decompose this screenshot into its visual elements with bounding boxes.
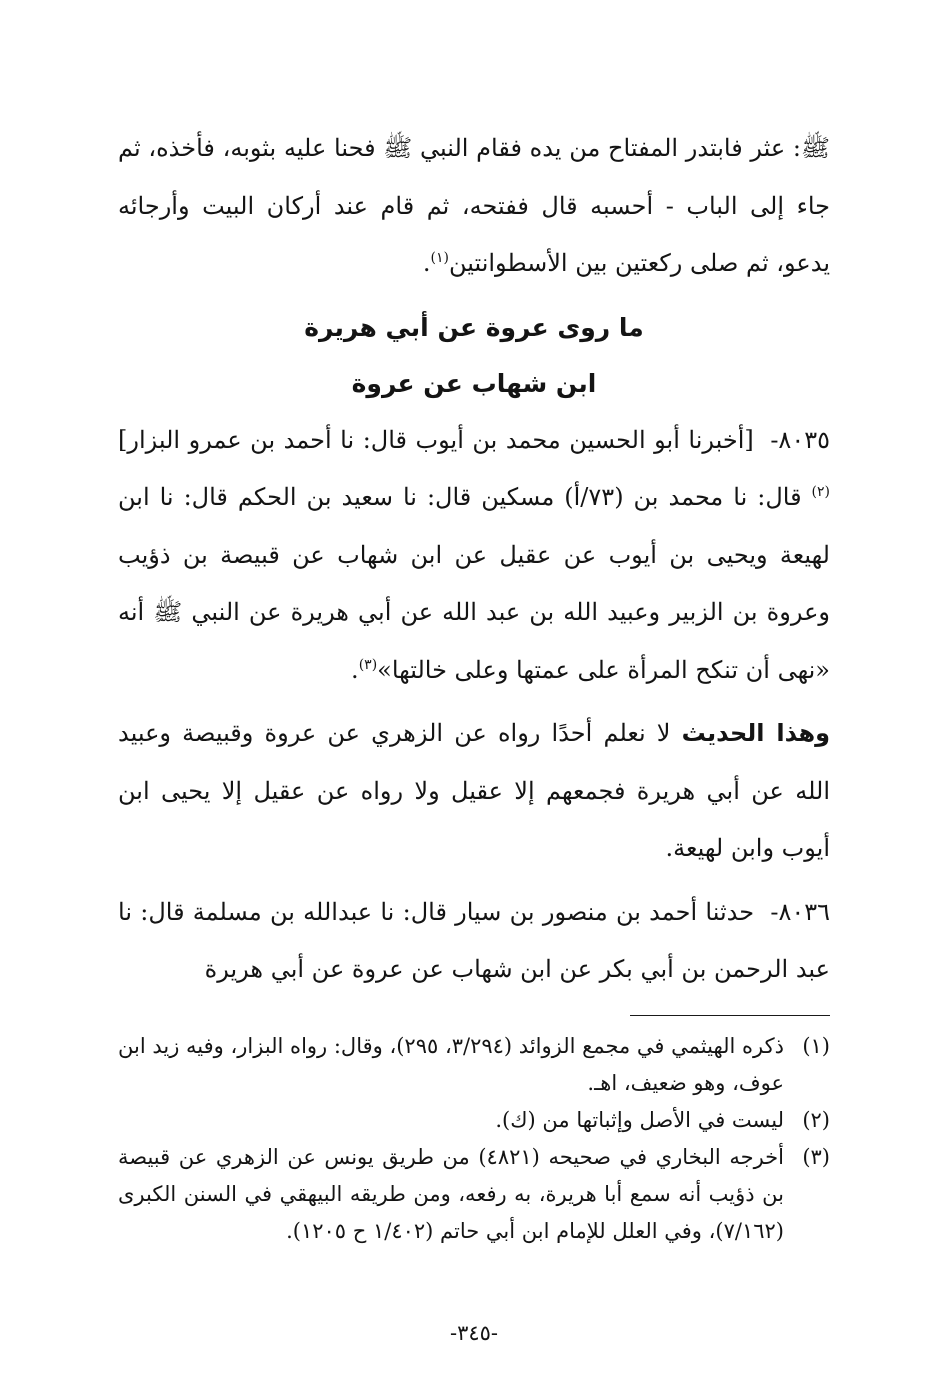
footnote-2 xyxy=(118,1102,830,1139)
hadith-number: ٨٠٣٥- xyxy=(770,425,830,454)
footnote-ref-2: (٢) xyxy=(811,484,831,500)
hadith-text-part-b: قال: نا محمد بن (٧٣/أ) مسكين قال: نا سعيد بن الحكم قال: نا ابن لهيعة ويحيى بن أيوب عن عقيل عن ابن شهاب عن قبيصة بن ذؤيب وعروة بن الزبير وعبيد الله بن عبد الله عن أبي هريرة عن النبي ﷺ أنه «نهى أن تنكح المرأة على عمتها وعلى خالتها» xyxy=(118,483,830,684)
subsection-heading: ابن شهاب عن عروة xyxy=(351,368,597,398)
hadith-text: حدثنا أحمد بن منصور بن سيار قال: نا عبدالله بن مسلمة قال: نا عبد الرحمن بن أبي بكر عن ابن شهاب عن عروة عن أبي هريرة xyxy=(118,897,830,983)
footnote-text: ذكره الهيثمي في مجمع الزوائد (٣/٢٩٤، ٢٩٥)، وقال: رواه البزار، وفيه زيد ابن عوف، وهو ضعيف، اهـ. xyxy=(118,1033,784,1095)
paragraph-end-mark: . xyxy=(422,249,431,277)
continued-paragraph xyxy=(118,120,830,293)
hadith-end-mark: . xyxy=(351,655,359,684)
book-page xyxy=(118,120,831,1345)
footnote-1 xyxy=(118,1028,830,1102)
footnote-text: ليست في الأصل وإثباتها من (ك). xyxy=(495,1107,784,1132)
footnote-number: (٣) xyxy=(802,1144,830,1169)
commentary-text: لا نعلم أحدًا رواه عن الزهري عن عروة وقبيصة وعبيد الله عن أبي هريرة فجمعهم إلا عقيل ولا رواه عن عقيل إلا يحيى ابن أيوب وابن لهيعة. xyxy=(118,719,830,862)
hadith-8036 xyxy=(118,884,830,999)
hadith-text-part-a: [أخبرنا أبو الحسين محمد بن أيوب قال: نا أحمد بن عمرو البزار] xyxy=(118,425,754,454)
footnote-divider xyxy=(630,1015,830,1016)
footnote-text: أخرجه البخاري في صحيحه (٤٨٢١) من طريق يونس عن الزهري عن قبيصة بن ذؤيب أنه سمع أبا هريرة، به رفعه، ومن طريقه البيهقي في السنن الكبرى (٧/١٦٢)، وفي العلل للإمام ابن أبي حاتم (١/٤٠٢ ح ١٢٠٥). xyxy=(118,1144,784,1243)
footnotes xyxy=(118,1028,830,1250)
footnote-ref-1: (١) xyxy=(430,250,449,266)
hadith-number: ٨٠٣٦- xyxy=(770,897,830,926)
footnote-number: (٢) xyxy=(802,1107,830,1132)
commentary-paragraph xyxy=(118,705,830,878)
page-number: -٣٤٥- xyxy=(449,1321,499,1345)
footnote-3 xyxy=(118,1139,830,1250)
footnote-number: (١) xyxy=(802,1033,830,1058)
continued-paragraph-text: ﷺ: عثر فابتدر المفتاح من يده فقام النبي ﷺ فحنا عليه بثوبه، فأخذه، ثم جاء إلى الباب - أحسبه قال ففتحه، ثم قام عند أركان البيت وأرجائه يدعو، ثم صلى ركعتين بين الأسطوانتين xyxy=(118,134,830,277)
commentary-lead: وهذا الحديث xyxy=(681,719,831,747)
footnote-ref-3: (٣) xyxy=(358,656,378,673)
hadith-8035 xyxy=(118,412,830,700)
section-heading: ما روى عروة عن أبي هريرة xyxy=(304,312,644,342)
